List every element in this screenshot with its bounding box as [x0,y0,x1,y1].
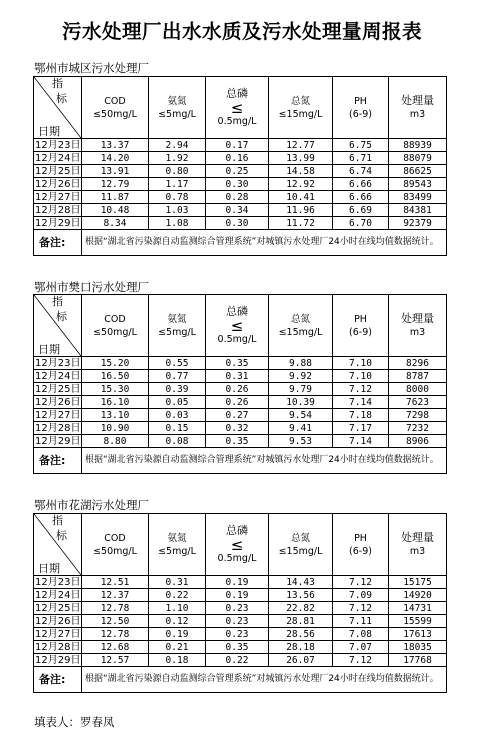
table-row [34,383,447,396]
cell-tp: 0.26 [206,396,269,409]
cell-nh3: 1.17 [149,178,206,191]
cell-volume: 8296 [389,357,447,370]
cell-nh3: 1.08 [149,217,206,230]
cell-ph: 7.10 [333,357,389,370]
volume-header-limit: m3 [409,327,426,338]
corner-header [34,77,82,139]
cell-tn: 11.72 [269,217,333,230]
cod-header-limit: ≤50mg/L [93,545,137,557]
cell-nh3: 0.03 [149,409,206,422]
volume-header-limit: m3 [409,109,426,120]
corner-label-date: 日期 [38,343,60,356]
corner-label-mid: 标 [56,92,67,105]
cell-ph: 6.71 [333,152,389,165]
cell-nh3: 0.21 [149,641,206,654]
table-row [34,409,447,422]
ammonia-header [149,514,206,576]
corner-header [34,514,82,576]
cell-tn: 11.96 [269,204,333,217]
cell-volume: 92379 [389,217,447,230]
ammonia-header-name: 氨氮 [167,532,187,544]
cell-volume: 15175 [389,576,447,589]
cod-header-limit: ≤50mg/L [93,108,137,120]
cell-cod: 12.68 [82,641,149,654]
cell-tn: 9.41 [269,422,333,435]
table-row [34,589,447,602]
tp-le-symbol: ≤ [230,317,244,335]
note-text: 根据“湖北省污染源自动监测综合管理系统”对城镇污水处理厂24小时在线均值数据统计。 [82,667,447,693]
cell-nh3: 0.18 [149,654,206,667]
cell-tp: 0.25 [206,165,269,178]
table-row [34,641,447,654]
cell-tp: 0.23 [206,615,269,628]
cell-tp: 0.32 [206,422,269,435]
cell-tn: 9.54 [269,409,333,422]
cell-cod: 12.50 [82,615,149,628]
cell-tp: 0.26 [206,383,269,396]
tp-le-symbol: ≤ [230,99,244,117]
corner-label-top: 指 [52,77,63,90]
cell-date: 12月24日 [35,370,81,382]
cell-tp: 0.19 [206,576,269,589]
note-text: 根据“湖北省污染源自动监测综合管理系统”对城镇污水处理厂24小时在线均值数据统计。 [82,230,447,256]
cell-cod: 12.57 [82,654,149,667]
tn-header-name: 总氮 [290,532,310,544]
cell-date: 12月27日 [35,191,81,203]
cell-cod: 8.80 [82,435,149,448]
cell-cod: 15.30 [82,383,149,396]
cell-tp: 0.30 [206,178,269,191]
cell-tn: 10.41 [269,191,333,204]
cell-tp: 0.35 [206,357,269,370]
plant-table [33,513,447,693]
cell-nh3: 1.92 [149,152,206,165]
cell-cod: 16.10 [82,396,149,409]
cell-cod: 11.87 [82,191,149,204]
cell-tn: 9.92 [269,370,333,383]
cell-tn: 22.82 [269,602,333,615]
cell-date: 12月25日 [35,165,81,177]
ph-header-name: PH [354,313,367,325]
cell-ph: 7.09 [333,589,389,602]
cell-date: 12月23日 [35,139,81,151]
cell-tn: 9.79 [269,383,333,396]
tp-name: 总磷 [226,87,248,100]
tn-header-name: 总氮 [290,313,310,325]
table-row [34,357,447,370]
cod-header [82,514,149,576]
note-row [34,667,447,693]
cell-volume: 8000 [389,383,447,396]
cell-cod: 12.78 [82,602,149,615]
header-row [34,514,447,576]
cod-header [82,77,149,139]
cod-header-limit: ≤50mg/L [93,326,137,338]
ammonia-header [149,77,206,139]
cell-ph: 6.69 [333,204,389,217]
cell-ph: 7.17 [333,422,389,435]
cell-tp: 0.23 [206,602,269,615]
note-row [34,230,447,256]
cell-tn: 10.39 [269,396,333,409]
cell-date: 12月27日 [35,628,81,640]
cell-volume: 83499 [389,191,447,204]
ph-header [333,77,389,139]
tn-header-limit: ≤15mg/L [278,108,323,120]
ph-header-limit: (6-9) [349,108,372,120]
table-row [34,422,447,435]
cell-date: 12月29日 [35,217,81,229]
cell-volume: 7623 [389,396,447,409]
cell-nh3: 0.15 [149,422,206,435]
table-row [34,165,447,178]
tn-header [269,295,333,357]
cell-tn: 26.07 [269,654,333,667]
cell-ph: 7.14 [333,396,389,409]
cell-nh3: 0.12 [149,615,206,628]
volume-header-name: 处理量 [401,312,434,325]
volume-header-limit: m3 [409,546,426,557]
cell-ph: 6.66 [333,191,389,204]
cell-volume: 8787 [389,370,447,383]
cell-date: 12月25日 [35,383,81,395]
cell-cod: 8.34 [82,217,149,230]
tn-header [269,514,333,576]
tp-name: 总磷 [226,524,248,537]
cell-tn: 14.43 [269,576,333,589]
corner-label-mid: 标 [56,529,67,542]
cell-ph: 6.74 [333,165,389,178]
cell-ph: 6.75 [333,139,389,152]
ph-header [333,295,389,357]
corner-label-top: 指 [52,514,63,527]
ph-header-name: PH [354,95,367,107]
cell-cod: 13.10 [82,409,149,422]
volume-header [389,295,447,357]
header-row [34,295,447,357]
cell-nh3: 0.39 [149,383,206,396]
report-title: 污水处理厂出水水质及污水处理量周报表 [61,20,422,43]
tp-limit: 0.5mg/L [217,116,257,127]
cell-ph: 7.12 [333,602,389,615]
cell-nh3: 0.05 [149,396,206,409]
cell-ph: 7.14 [333,435,389,448]
cell-date: 12月26日 [35,396,81,408]
cell-date: 12月29日 [35,435,81,447]
table-row [34,654,447,667]
cell-volume: 84381 [389,204,447,217]
tn-header-limit: ≤15mg/L [278,545,323,557]
tp-header [206,295,269,357]
cell-tn: 9.53 [269,435,333,448]
cell-volume: 88079 [389,152,447,165]
table-row [34,191,447,204]
plant-table [33,294,447,474]
cell-cod: 12.37 [82,589,149,602]
tp-name: 总磷 [226,305,248,318]
ammonia-header [149,295,206,357]
cell-cod: 12.78 [82,628,149,641]
cell-tn: 28.56 [269,628,333,641]
ammonia-header-name: 氨氮 [167,313,187,325]
cell-cod: 13.91 [82,165,149,178]
cell-tp: 0.27 [206,409,269,422]
cell-ph: 6.70 [333,217,389,230]
cell-tn: 12.92 [269,178,333,191]
cell-date: 12月24日 [35,152,81,164]
cell-ph: 7.08 [333,628,389,641]
corner-label-date: 日期 [38,125,60,138]
cell-tn: 12.77 [269,139,333,152]
cell-date: 12月24日 [35,589,81,601]
tp-le-symbol: ≤ [230,536,244,554]
volume-header-name: 处理量 [401,94,434,107]
table-row [34,217,447,230]
cell-ph: 7.07 [333,641,389,654]
cell-date: 12月28日 [35,641,81,653]
cell-tp: 0.30 [206,217,269,230]
cell-cod: 10.48 [82,204,149,217]
cell-tn: 28.81 [269,615,333,628]
cell-tp: 0.31 [206,370,269,383]
cell-ph: 7.12 [333,654,389,667]
cod-header [82,295,149,357]
ammonia-header-limit: ≤5mg/L [158,545,196,557]
table-row [34,139,447,152]
cell-cod: 16.50 [82,370,149,383]
cell-volume: 17768 [389,654,447,667]
cell-date: 12月26日 [35,178,81,190]
cell-date: 12月23日 [35,576,81,588]
cell-volume: 17613 [389,628,447,641]
note-text: 根据“湖北省污染源自动监测综合管理系统”对城镇污水处理厂24小时在线均值数据统计。 [82,448,447,474]
tp-limit: 0.5mg/L [217,553,257,564]
tp-header [206,77,269,139]
note-row [34,448,447,474]
cell-nh3: 0.08 [149,435,206,448]
cell-volume: 7298 [389,409,447,422]
cell-volume: 7232 [389,422,447,435]
cell-ph: 7.18 [333,409,389,422]
cell-nh3: 0.77 [149,370,206,383]
header-row [34,77,447,139]
cell-cod: 13.37 [82,139,149,152]
cell-nh3: 0.55 [149,357,206,370]
cell-cod: 15.20 [82,357,149,370]
plant-table [33,76,447,256]
cell-date: 12月27日 [35,409,81,421]
cell-nh3: 0.19 [149,628,206,641]
cell-nh3: 0.78 [149,191,206,204]
corner-label-top: 指 [52,295,63,308]
table-row [34,204,447,217]
table-row [34,178,447,191]
cell-cod: 10.90 [82,422,149,435]
cell-tp: 0.23 [206,628,269,641]
cell-tp: 0.35 [206,641,269,654]
cell-nh3: 0.80 [149,165,206,178]
ph-header [333,514,389,576]
cell-nh3: 1.03 [149,204,206,217]
table-row [34,152,447,165]
ammonia-header-limit: ≤5mg/L [158,326,196,338]
tn-header [269,77,333,139]
cell-volume: 18035 [389,641,447,654]
filler-name: 填表人：罗春凤 [34,715,115,729]
cell-tn: 9.88 [269,357,333,370]
cell-ph: 7.11 [333,615,389,628]
table-row [34,370,447,383]
cell-tp: 0.19 [206,589,269,602]
cod-header-name: COD [104,532,126,544]
tn-header-limit: ≤15mg/L [278,326,323,338]
cell-date: 12月28日 [35,422,81,434]
table-row [34,615,447,628]
cell-nh3: 0.22 [149,589,206,602]
cell-date: 12月29日 [35,654,81,666]
tp-header [206,514,269,576]
volume-header-name: 处理量 [401,531,434,544]
table-row [34,396,447,409]
corner-header [34,295,82,357]
cell-ph: 7.10 [333,370,389,383]
tp-limit: 0.5mg/L [217,334,257,345]
corner-label-mid: 标 [56,310,67,323]
cell-tn: 13.99 [269,152,333,165]
tn-header-name: 总氮 [290,95,310,107]
plant-name: 鄂州市樊口污水处理厂 [34,280,149,294]
ph-header-name: PH [354,532,367,544]
cell-volume: 86625 [389,165,447,178]
cell-tn: 14.58 [269,165,333,178]
plant-name: 鄂州市花湖污水处理厂 [34,498,149,512]
cell-date: 12月26日 [35,615,81,627]
cod-header-name: COD [104,313,126,325]
cell-nh3: 1.10 [149,602,206,615]
table-row [34,602,447,615]
cell-date: 12月23日 [35,357,81,369]
note-label: 备注: [34,448,82,474]
cell-nh3: 2.94 [149,139,206,152]
cell-cod: 12.79 [82,178,149,191]
volume-header [389,514,447,576]
cell-tp: 0.17 [206,139,269,152]
ph-header-limit: (6-9) [349,545,372,557]
cell-cod: 14.20 [82,152,149,165]
note-label: 备注: [34,667,82,693]
ammonia-header-name: 氨氮 [167,95,187,107]
cell-ph: 6.66 [333,178,389,191]
table-row [34,628,447,641]
cell-cod: 12.51 [82,576,149,589]
cell-volume: 14920 [389,589,447,602]
cell-tp: 0.28 [206,191,269,204]
volume-header [389,77,447,139]
cell-tp: 0.34 [206,204,269,217]
cell-volume: 14731 [389,602,447,615]
cell-tp: 0.35 [206,435,269,448]
ph-header-limit: (6-9) [349,326,372,338]
cell-tn: 28.18 [269,641,333,654]
ammonia-header-limit: ≤5mg/L [158,108,196,120]
cell-ph: 7.12 [333,576,389,589]
table-row [34,435,447,448]
cell-volume: 88939 [389,139,447,152]
cell-nh3: 0.31 [149,576,206,589]
cell-date: 12月25日 [35,602,81,614]
cell-ph: 7.12 [333,383,389,396]
cell-tn: 13.56 [269,589,333,602]
cell-date: 12月28日 [35,204,81,216]
corner-label-date: 日期 [38,562,60,575]
cell-volume: 89543 [389,178,447,191]
cell-volume: 15599 [389,615,447,628]
note-label: 备注: [34,230,82,256]
cod-header-name: COD [104,95,126,107]
plant-name: 鄂州市城区污水处理厂 [34,61,149,75]
cell-tp: 0.22 [206,654,269,667]
table-row [34,576,447,589]
cell-tp: 0.16 [206,152,269,165]
cell-volume: 8906 [389,435,447,448]
